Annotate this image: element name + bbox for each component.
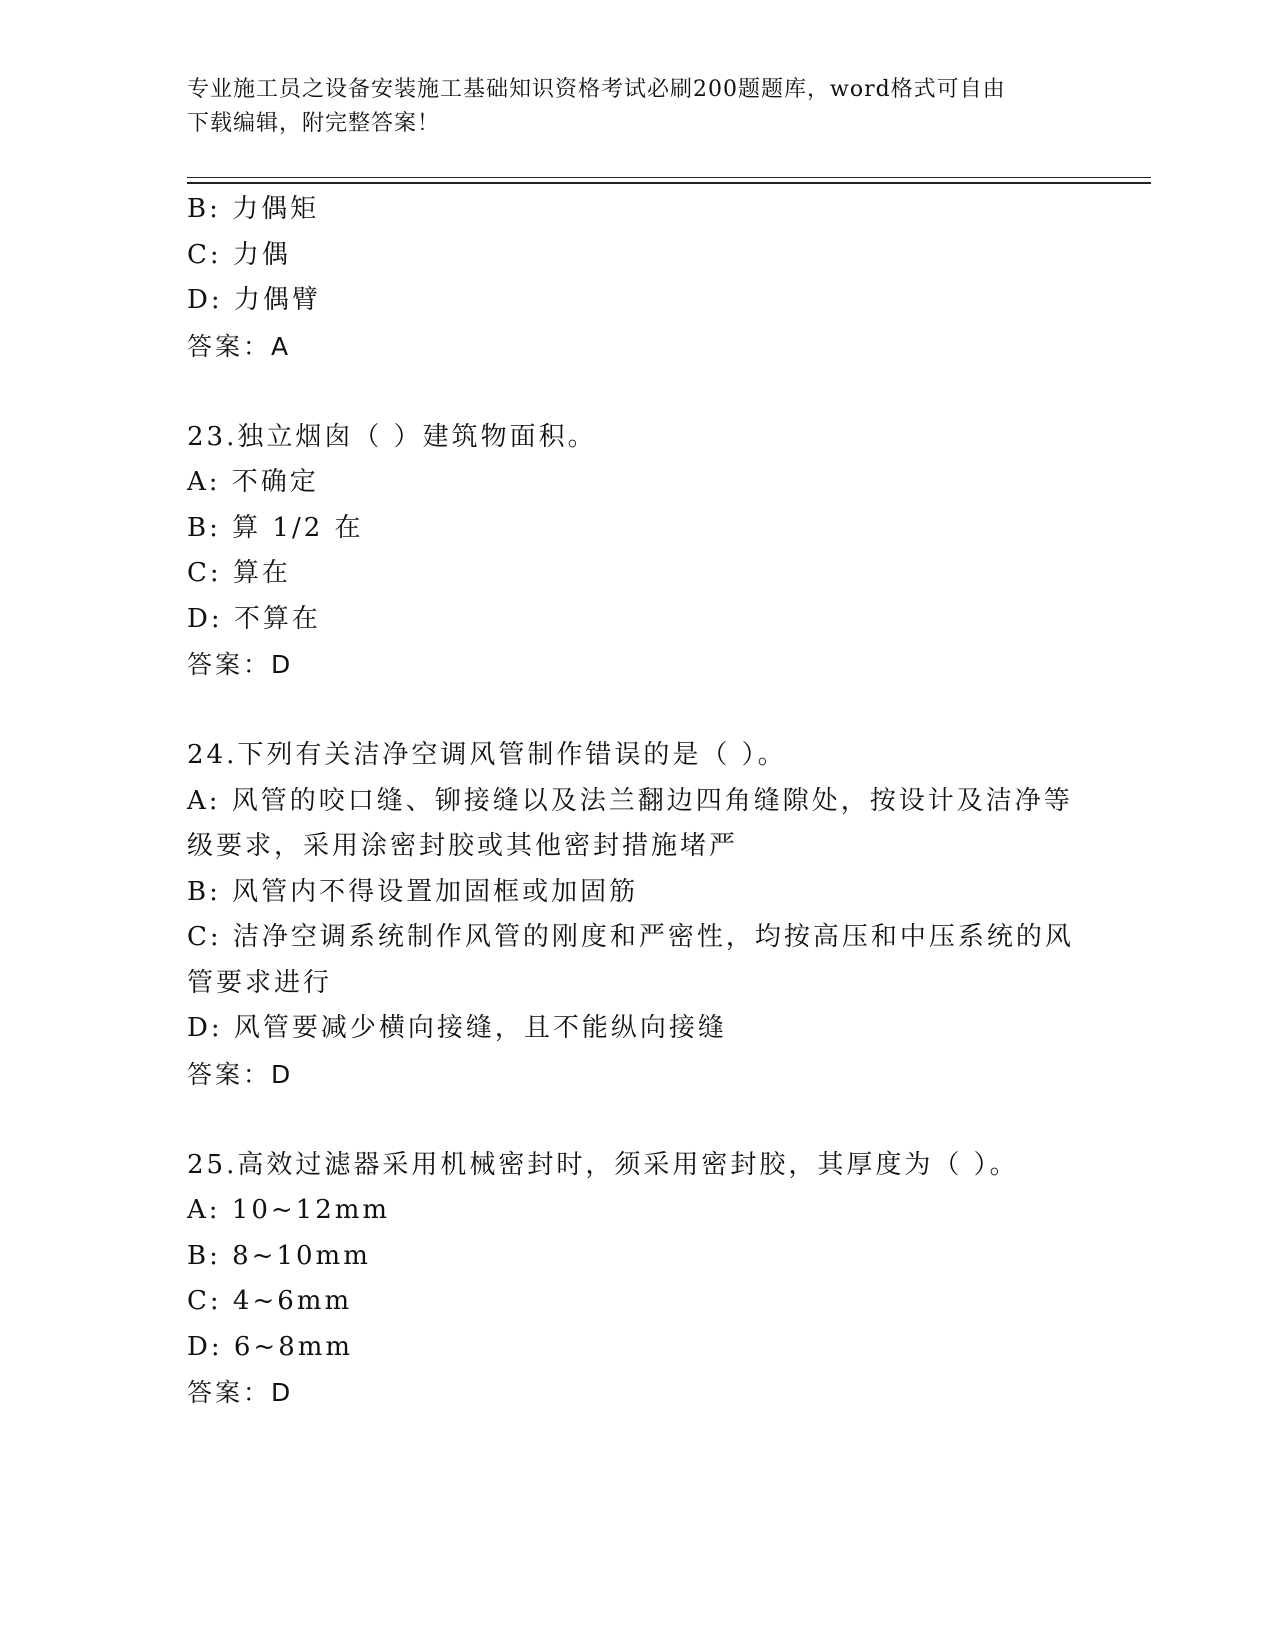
question-text: 23.独立烟囱（ ）建筑物面积。 [187,421,597,452]
option-c: C: 力偶 [187,239,291,270]
option-a-line-2: 级要求，采用涂密封胶或其他密封措施堵严 [187,831,739,861]
answer: 答案：D [187,650,294,679]
header-divider-thin [187,177,1151,178]
option-d: D: 力偶臂 [187,285,321,315]
header-title-line-1: 专业施工员之设备安装施工基础知识资格考试必刷200题题库，word格式可自由 [187,77,1006,102]
question-23 [187,415,1087,688]
option-b: B: 8~10mm [187,1240,371,1271]
option-b: B: 风管内不得设置加固框或加固筋 [187,876,639,907]
option-a: A: 不确定 [187,467,319,497]
spacer [187,688,1087,734]
question-25 [187,1143,1087,1416]
question-text: 24.下列有关洁净空调风管制作错误的是（ ）。 [187,740,787,770]
option-b: B: 算 1/2 在 [187,512,364,543]
header-title-line-2: 下载编辑，附完整答案！ [187,111,441,136]
option-b: B: 力偶矩 [187,194,320,224]
option-d: D: 6~8mm [187,1331,354,1362]
answer: 答案：D [187,1059,294,1089]
header-divider-thick [187,182,1151,184]
option-c: C: 算在 [187,558,291,588]
question-text: 25.高效过滤器采用机械密封时，须采用密封胶，其厚度为（ ）。 [187,1149,1019,1180]
question-22 [187,187,1087,369]
answer: 答案：A [187,331,292,361]
document-header [187,73,1067,141]
spacer [187,1097,1087,1143]
question-24 [187,733,1087,1097]
answer: 答案：D [187,1378,294,1407]
option-a: A: 10~12mm [187,1195,391,1225]
option-d: D: 不算在 [187,603,321,634]
option-c: C: 4~6mm [187,1286,353,1316]
option-d: D: 风管要减少横向接缝，且不能纵向接缝 [187,1013,727,1043]
question-list [187,187,1087,1416]
option-c-line-2: 管要求进行 [187,967,333,998]
option-c-line-1: C: 洁净空调系统制作风管的刚度和严密性，均按高压和中压系统的风 [187,922,1074,952]
option-a-line-1: A: 风管的咬口缝、铆接缝以及法兰翻边四角缝隙处，按设计及洁净等 [187,785,1073,816]
spacer [187,369,1087,415]
